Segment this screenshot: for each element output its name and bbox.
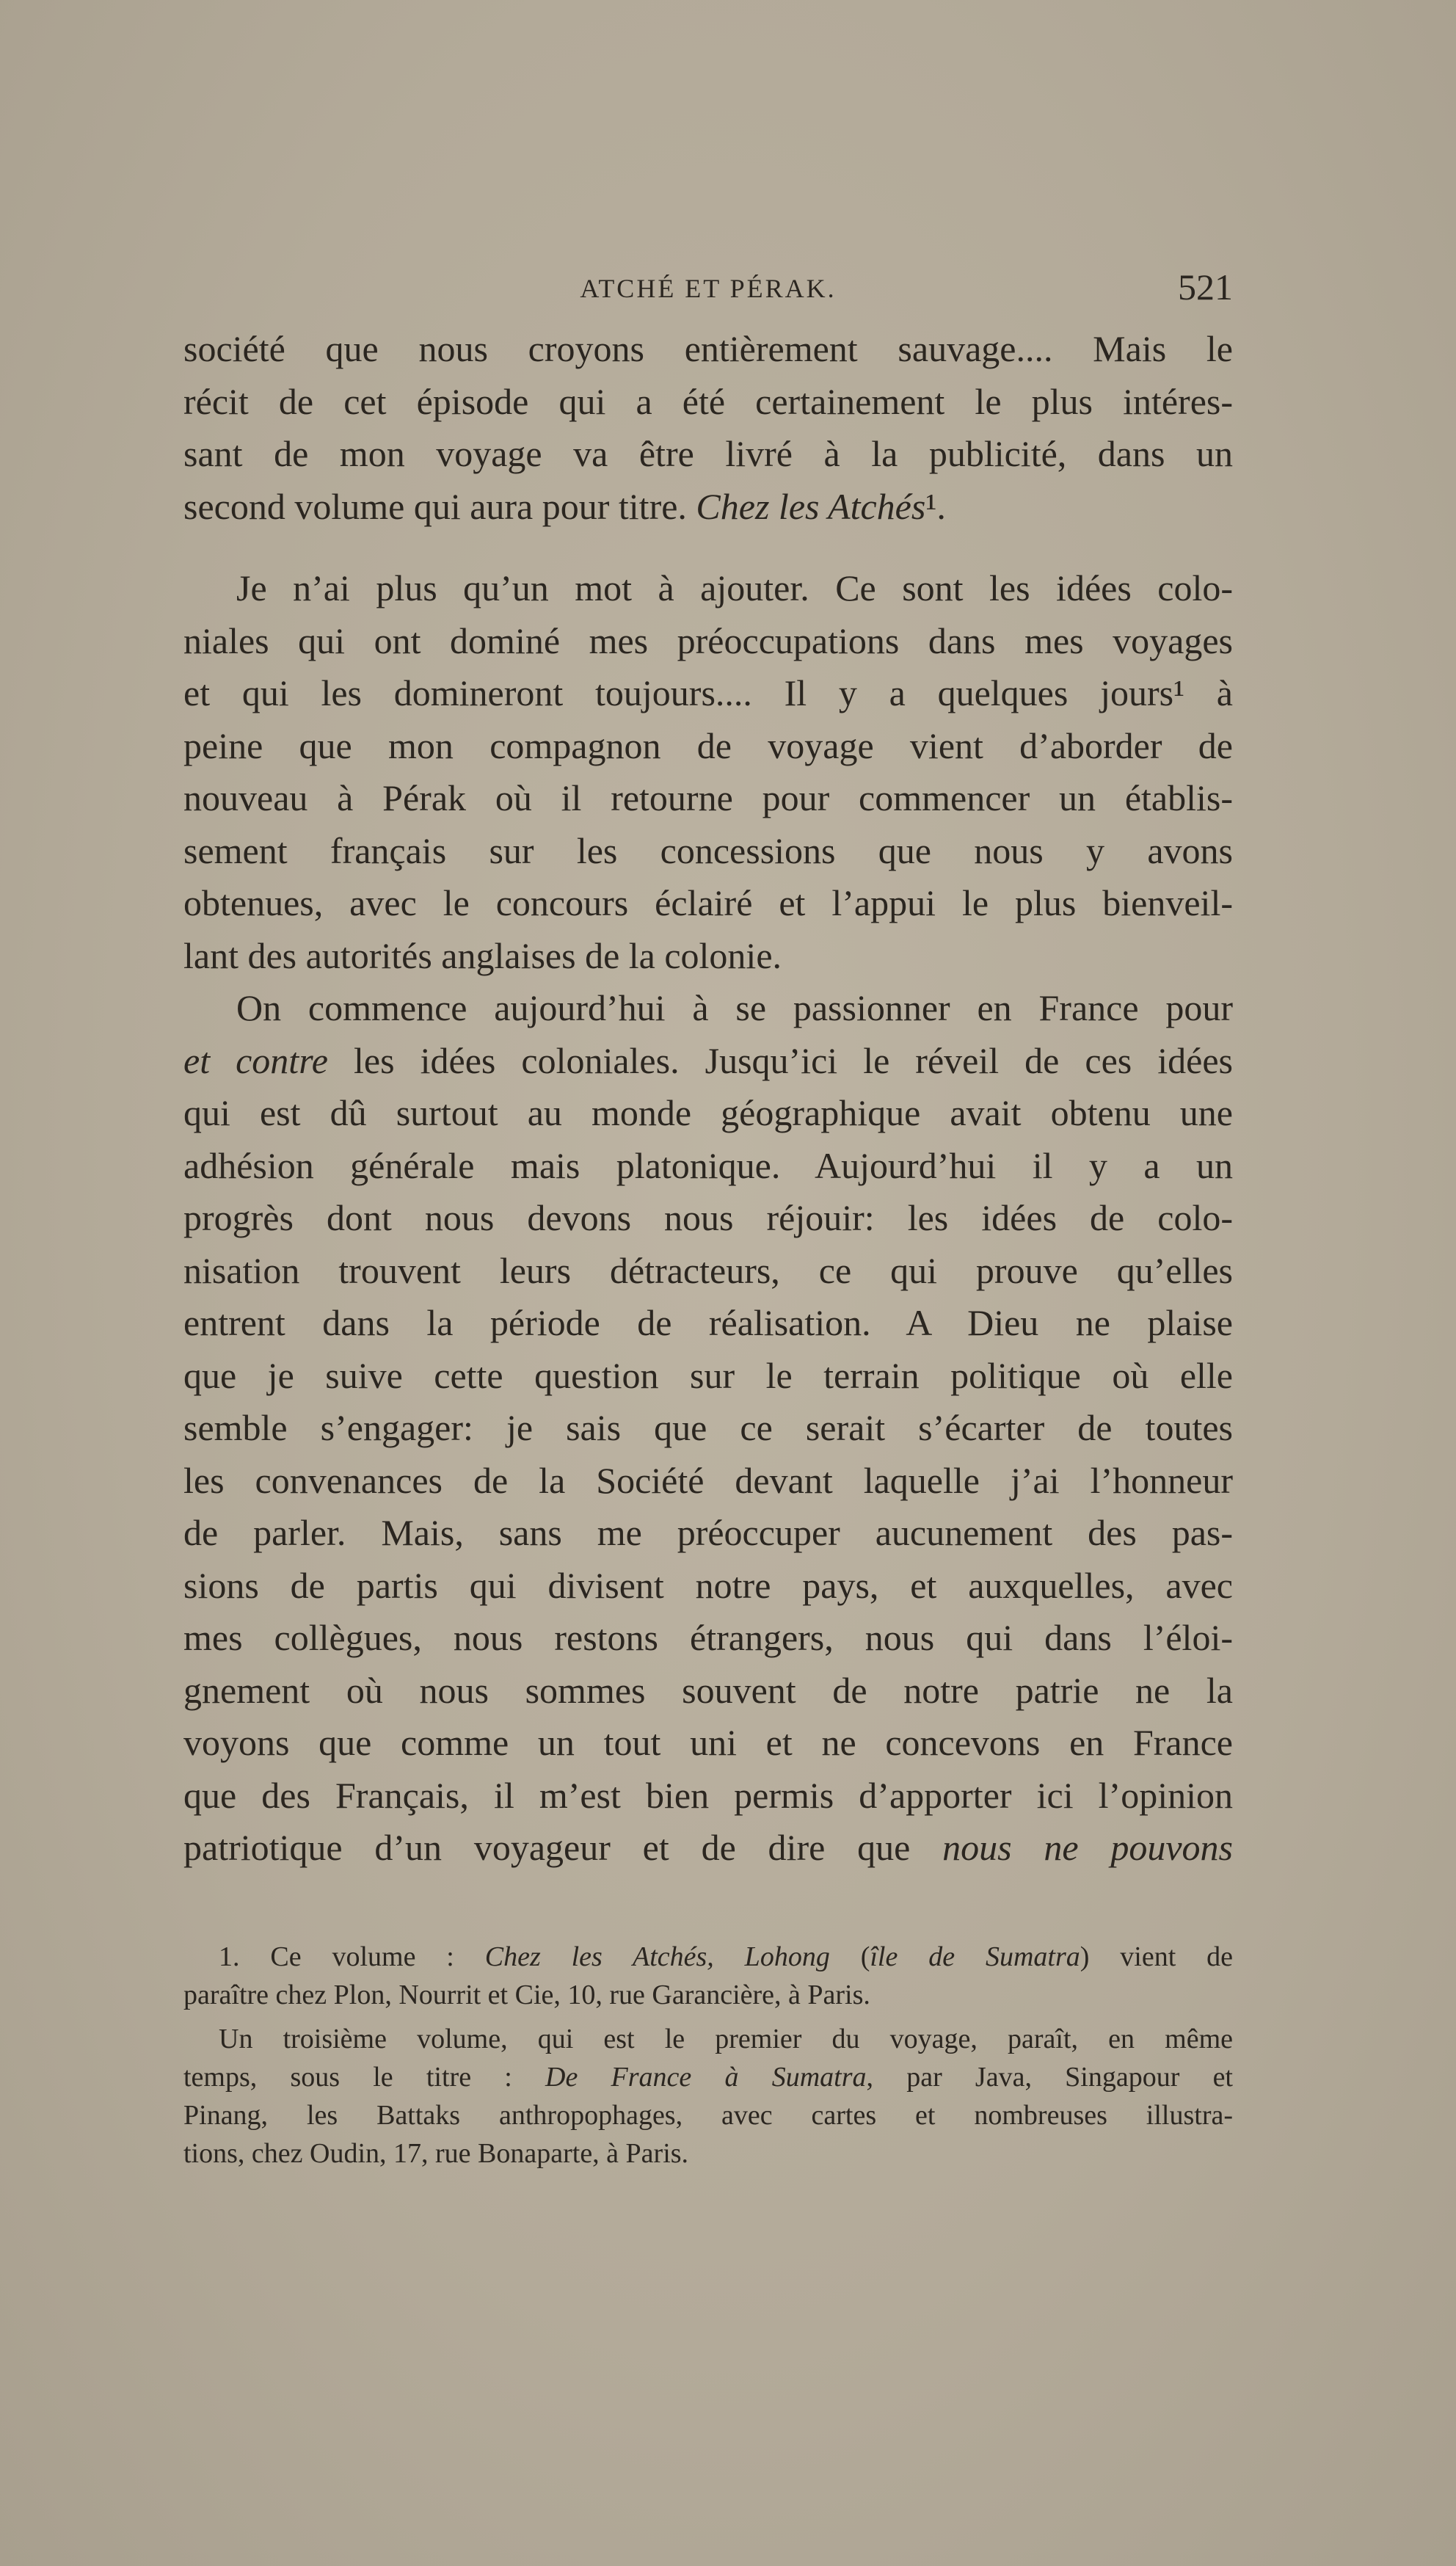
text-line [183,1822,1233,1875]
text-line: mes collègues, nous restons étrangers, nous qui dans l’éloi- [183,1617,1233,1658]
text-run: , par Java, Singapour et [866,2062,1233,2093]
footnote-marker: ¹. [925,485,946,527]
text-run: 1. Ce volume : [219,1941,454,1972]
body-text [183,323,1233,1875]
footnote-line: Un troisième volume, qui est le premier du voyage, paraît, en même [219,2024,1233,2054]
text-line: progrès dont nous devons nous réjouir: les idées de colo- [183,1197,1233,1238]
text-line: voyons que comme un tout uni et ne concevons en France [183,1722,1233,1763]
text-run: patriotique d’un voyageur et de dire que [183,1827,911,1868]
text-line: lant des autorités anglaises de la colonie. [183,934,782,976]
text-line: Je n’ai plus qu’un mot à ajouter. Ce sont les idées colo- [236,567,1233,608]
book-title-italic: Chez les Atchés, Lohong [484,1941,830,1972]
text-line: que des Français, il m’est bien permis d’apporter ici l’opinion [183,1774,1233,1816]
text-run: les idées coloniales. Jusqu’ici le réveil de ces idées [328,1039,1233,1081]
footnotes [183,1938,1233,2173]
text-line: On commence aujourd’hui à se passionner en France pour [236,987,1233,1028]
text-line: récit de cet épisode qui a été certainement le plus intéres- [183,380,1233,422]
text-line: obtenues, avec le concours éclairé et l’appui le plus bienveil- [183,882,1233,923]
text-line: nisation trouvent leurs détracteurs, ce qui prouve qu’elles [183,1249,1233,1291]
text-line: entrent dans la période de réalisation. A Dieu ne plaise [183,1302,1233,1343]
running-title: ATCHÉ ET PÉRAK. [580,274,837,303]
text-run: ) vient de [1080,1941,1233,1972]
text-line: les convenances de la Société devant laquelle j’ai l’honneur [183,1459,1233,1501]
footnote-gap [183,2014,1233,2020]
text-line [183,481,1233,534]
place-italic: île de Sumatra [870,1941,1080,1972]
text-line: nouveau à Pérak où il retourne pour commencer un établis- [183,777,1233,818]
paragraph-gap [183,533,1233,562]
page-number: 521 [1178,266,1233,308]
text-run: temps, sous le titre : [183,2062,512,2093]
text-run: ( [860,1941,870,1972]
emphasis-italic: nous ne pouvons [942,1827,1234,1868]
book-title-italic: De France à Sumatra [545,2062,867,2093]
footnote-line [183,1938,1233,1976]
emphasis-italic: et contre [183,1039,328,1081]
footnote-line: paraître chez Plon, Nourrit et Cie, 10, rue Garancière, à Paris. [183,1980,870,2010]
text-line: que je suive cette question sur le terrain politique où elle [183,1354,1233,1396]
footnote-line [183,2058,1233,2096]
text-line: société que nous croyons entièrement sauvage.... Mais le [183,328,1233,369]
text-line: sement français sur les concessions que nous y avons [183,829,1233,871]
text-line [183,1035,1233,1088]
footnote-line: Pinang, les Battaks anthropophages, avec cartes et nombreuses illustra- [183,2100,1233,2131]
text-line: gnement où nous sommes souvent de notre patrie ne la [183,1669,1233,1711]
text-line: sions de partis qui divisent notre pays, et auxquelles, avec [183,1564,1233,1606]
text-run: second volume qui aura pour titre. [183,485,687,527]
page-header [183,266,1233,317]
text-line: qui est dû surtout au monde géographique avait obtenu une [183,1092,1233,1133]
text-line: et qui les domineront toujours.... Il y a quelques jours¹ à [183,672,1233,713]
text-line: peine que mon compagnon de voyage vient d’aborder de [183,724,1233,766]
book-title-italic: Chez les Atchés [696,485,926,527]
text-line: adhésion générale mais platonique. Aujourd’hui il y a un [183,1144,1233,1186]
text-line: de parler. Mais, sans me préoccuper aucunement des pas- [183,1512,1233,1553]
footnote-line: tions, chez Oudin, 17, rue Bonaparte, à Paris. [183,2138,689,2169]
text-line: sant de mon voyage va être livré à la publicité, dans un [183,433,1233,474]
text-line: semble s’engager: je sais que ce serait s’écarter de toutes [183,1407,1233,1448]
text-line: niales qui ont dominé mes préoccupations dans mes voyages [183,619,1233,661]
